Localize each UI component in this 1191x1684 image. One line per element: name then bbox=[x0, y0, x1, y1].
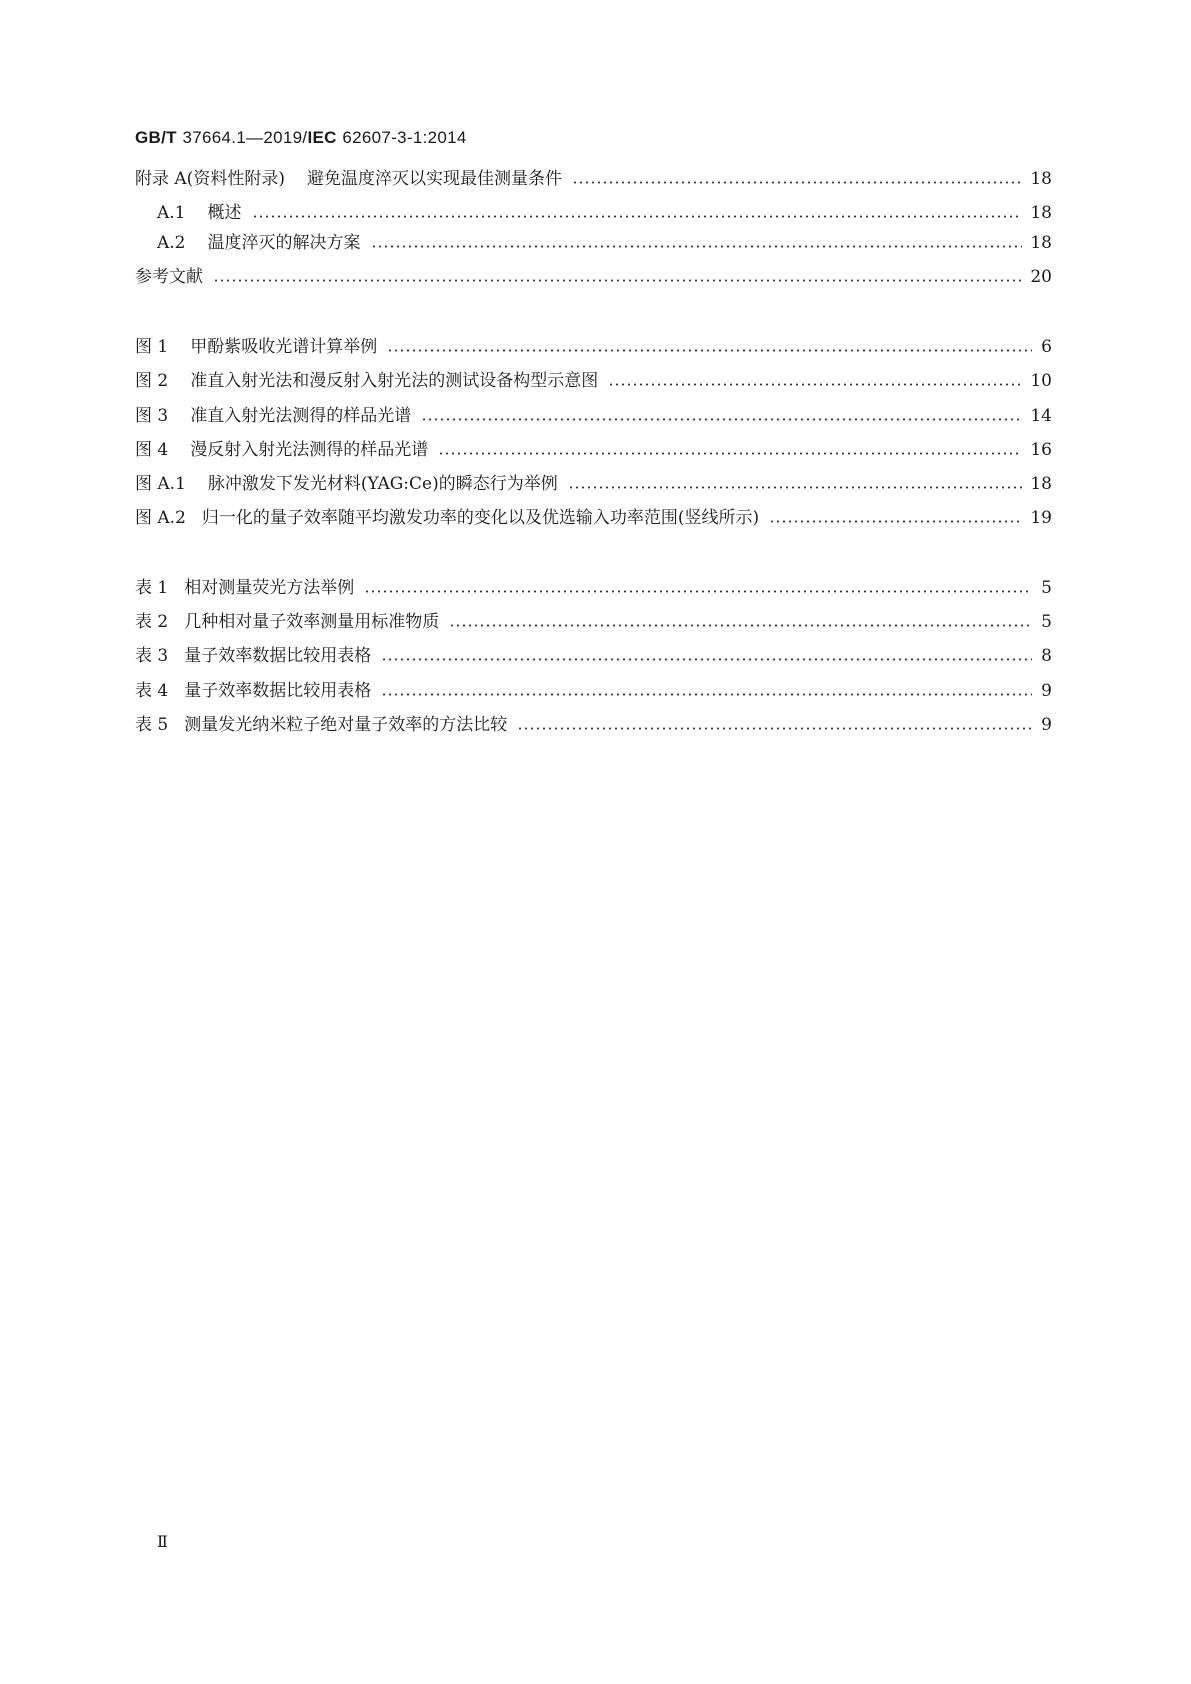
toc-page-number: 18 bbox=[1030, 474, 1052, 494]
toc-entry-prefix: 表 3 bbox=[135, 646, 169, 666]
toc-page-number: 20 bbox=[1030, 267, 1052, 287]
dot-leader bbox=[364, 590, 1032, 593]
toc-entry-prefix: 表 1 bbox=[135, 578, 169, 598]
toc-entry-prefix: 附录 A(资料性附录) bbox=[135, 169, 285, 189]
toc-entry-title: 概述 bbox=[207, 203, 242, 223]
toc-entry-a2[interactable] bbox=[157, 230, 1052, 256]
toc-entry-table-3[interactable] bbox=[135, 643, 1052, 669]
dot-leader bbox=[381, 693, 1032, 696]
toc-entry-prefix: 表 5 bbox=[135, 715, 169, 735]
toc-entry-title: 参考文献 bbox=[135, 267, 203, 287]
toc-entry-figure-a2[interactable] bbox=[135, 505, 1052, 531]
dot-leader bbox=[371, 245, 1023, 248]
toc-entry-title: 温度淬灭的解决方案 bbox=[207, 233, 361, 253]
toc-entry-prefix: 图 2 bbox=[135, 371, 169, 391]
toc-entry-prefix: 表 4 bbox=[135, 681, 169, 701]
toc-entry-prefix: 图 4 bbox=[135, 440, 169, 460]
dot-leader bbox=[213, 279, 1022, 282]
toc-entry-title: 脉冲激发下发光材料(YAG:Ce)的瞬态行为举例 bbox=[207, 474, 558, 494]
iec-number: 62607-3-1:2014 bbox=[342, 128, 467, 147]
toc-entry-prefix: 图 A.1 bbox=[135, 474, 186, 494]
toc-entry-prefix: 图 A.2 bbox=[135, 508, 186, 528]
toc-entry-title: 量子效率数据比较用表格 bbox=[184, 681, 372, 701]
toc-entry-figure-1[interactable] bbox=[135, 334, 1052, 360]
toc-entry-prefix: 图 3 bbox=[135, 406, 169, 426]
toc-entry-title: 漫反射入射光法测得的样品光谱 bbox=[190, 440, 429, 460]
toc-entry-title: 准直入射光法测得的样品光谱 bbox=[190, 406, 412, 426]
toc-entry-table-1[interactable] bbox=[135, 575, 1052, 601]
dot-leader bbox=[449, 624, 1032, 627]
toc-entry-annex-a[interactable] bbox=[135, 166, 1052, 192]
toc-entry-prefix: 图 1 bbox=[135, 337, 169, 357]
toc-page-number: 9 bbox=[1041, 715, 1052, 735]
toc-page-number: 14 bbox=[1030, 406, 1052, 426]
toc-page-number: 10 bbox=[1030, 371, 1052, 391]
toc-entry-prefix: A.1 bbox=[157, 203, 186, 223]
dot-leader bbox=[381, 658, 1032, 661]
toc-entry-prefix: A.2 bbox=[157, 233, 186, 253]
standard-number: 37664.1—2019/ bbox=[182, 128, 308, 147]
page-number-footer: Ⅱ bbox=[157, 1532, 168, 1551]
toc-page-number: 19 bbox=[1030, 508, 1052, 528]
toc-page-number: 6 bbox=[1041, 337, 1052, 357]
toc-entry-title: 相对测量荧光方法举例 bbox=[184, 578, 355, 598]
dot-leader bbox=[387, 349, 1032, 352]
toc-page-number: 18 bbox=[1030, 233, 1052, 253]
toc-page-number: 18 bbox=[1030, 169, 1052, 189]
toc-entry-title: 量子效率数据比较用表格 bbox=[184, 646, 372, 666]
dot-leader bbox=[438, 452, 1022, 455]
toc-entry-figure-4[interactable] bbox=[135, 437, 1052, 463]
dot-leader bbox=[421, 418, 1022, 421]
toc-entry-figure-a1[interactable] bbox=[135, 471, 1052, 497]
toc-entry-table-5[interactable] bbox=[135, 712, 1052, 738]
toc-entry-title: 归一化的量子效率随平均激发功率的变化以及优选输入功率范围(竖线所示) bbox=[201, 508, 760, 528]
toc-entry-references[interactable] bbox=[135, 264, 1052, 290]
toc-page-number: 18 bbox=[1030, 203, 1052, 223]
toc-entry-title: 避免温度淬灭以实现最佳测量条件 bbox=[306, 169, 562, 189]
toc-entry-a1[interactable] bbox=[157, 200, 1052, 226]
dot-leader bbox=[568, 486, 1023, 489]
toc-entry-prefix: 表 2 bbox=[135, 612, 169, 632]
toc-page-number: 5 bbox=[1041, 578, 1052, 598]
toc-entry-title: 甲酚紫吸收光谱计算举例 bbox=[190, 337, 378, 357]
toc-entry-figure-3[interactable] bbox=[135, 403, 1052, 429]
toc-entry-title: 准直入射光法和漫反射入射光法的测试设备构型示意图 bbox=[190, 371, 599, 391]
toc-entry-table-4[interactable] bbox=[135, 678, 1052, 704]
standard-prefix: GB/T bbox=[135, 128, 177, 147]
toc-entry-title: 测量发光纳米粒子绝对量子效率的方法比较 bbox=[184, 715, 508, 735]
toc-entry-title: 几种相对量子效率测量用标准物质 bbox=[184, 612, 440, 632]
toc-entry-table-2[interactable] bbox=[135, 609, 1052, 635]
iec-prefix: IEC bbox=[307, 128, 337, 147]
dot-leader bbox=[252, 215, 1023, 218]
dot-leader bbox=[769, 520, 1022, 523]
dot-leader bbox=[608, 383, 1022, 386]
toc-page-number: 16 bbox=[1030, 440, 1052, 460]
toc-page-number: 8 bbox=[1041, 646, 1052, 666]
dot-leader bbox=[517, 727, 1032, 730]
dot-leader bbox=[572, 181, 1022, 184]
toc-page-number: 5 bbox=[1041, 612, 1052, 632]
toc-entry-figure-2[interactable] bbox=[135, 368, 1052, 394]
toc-page-number: 9 bbox=[1041, 681, 1052, 701]
document-header bbox=[135, 128, 467, 148]
